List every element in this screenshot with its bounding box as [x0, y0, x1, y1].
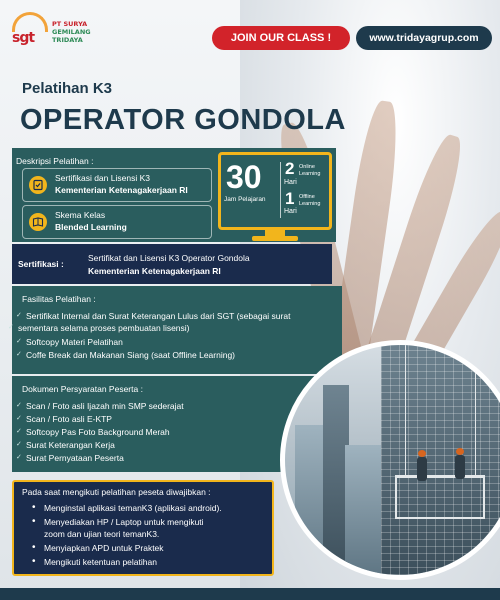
obligations-heading: Pada saat mengikuti pelatihan peseta diwajibkan :: [22, 487, 211, 497]
gondola-cable: [475, 345, 476, 477]
gondola-cable: [405, 345, 406, 477]
facility-item: ✓ Sertifikat Internal dan Surat Keterangan Lulus dari SGT (sebagai surat: [26, 310, 290, 322]
certification-label: Sertifikasi :: [18, 259, 64, 269]
obligation-item: • Menginstal aplikasi temanK3 (aplikasi android).: [44, 502, 222, 514]
gondola-platform: [395, 475, 485, 519]
hours-label: Jam Pelajaran: [224, 196, 266, 203]
building-image: [295, 425, 325, 575]
worker-figure: [417, 457, 427, 481]
description-item-line1: Skema Kelas: [55, 210, 106, 220]
description-item: [22, 205, 212, 239]
obligation-item: • Menyediakan HP / Laptop untuk mengikuti: [44, 516, 204, 528]
documents-heading: Dokumen Persyaratan Peserta :: [22, 384, 143, 394]
certificate-icon: [29, 176, 47, 194]
document-item: ✓ Softcopy Pas Foto Background Merah: [26, 426, 170, 438]
document-item: ✓ Scan / Foto asli E-KTP: [26, 413, 112, 425]
schedule-divider: [280, 162, 281, 218]
certification-line1: Sertifikat dan Lisensi K3 Operator Gondola: [88, 253, 250, 263]
logo-mark: [10, 12, 50, 52]
page-title: OPERATOR GONDOLA: [20, 104, 346, 136]
offline-days: 1: [285, 189, 295, 208]
facade-grid: [381, 340, 500, 575]
description-item-line2: Blended Learning: [55, 222, 127, 232]
sun-arc-icon: [12, 12, 48, 32]
online-label-1: Online: [299, 164, 315, 170]
logo-text: [52, 20, 91, 44]
online-label-2: Learning: [299, 171, 321, 177]
offline-label-1: Offline: [299, 194, 315, 200]
document-item: ✓ Scan / Foto asli Ijazah min SMP sederajat: [26, 400, 184, 412]
gondola-photo: [280, 340, 500, 580]
join-class-button[interactable]: JOIN OUR CLASS !: [212, 26, 350, 50]
logo-line-3: TRIDAYA: [52, 36, 83, 44]
description-item: [22, 168, 212, 202]
facility-item-continued: ✓ sementara selama proses pembuatan lisensi): [18, 322, 190, 334]
facility-item: ✓ Coffe Break dan Makanan Siang (saat Offline Learning): [26, 349, 235, 361]
online-days: 2: [285, 159, 295, 178]
logo-line-1: PT SURYA: [52, 20, 88, 28]
offline-unit: Hari: [284, 208, 297, 215]
document-item: ✓ Surat Keterangan Kerja: [26, 439, 115, 451]
offline-label-2: Learning: [299, 201, 321, 207]
worker-figure: [455, 455, 465, 479]
facility-item: ✓ Softcopy Materi Pelatihan: [26, 336, 123, 348]
book-icon: [29, 213, 47, 231]
monitor-base: [252, 236, 298, 241]
document-item: ✓ Surat Pernyataan Peserta: [26, 452, 124, 464]
obligation-item: • Mengikuti ketentuan pelatihan: [44, 556, 157, 568]
description-item-line2: Kementerian Ketenagakerjaan RI: [55, 185, 188, 195]
total-hours: 30: [226, 159, 262, 195]
logo-line-2: GEMILANG: [52, 28, 91, 36]
footer-bar: [0, 588, 500, 600]
facilities-heading: Fasilitas Pelatihan :: [22, 294, 96, 304]
logo-mark-text: sgt: [12, 30, 35, 46]
obligation-item-continued: zoom dan ujian teori temanK3.: [44, 529, 160, 539]
online-unit: Hari: [284, 179, 297, 186]
building-image: [345, 445, 381, 575]
certification-line2: Kementerian Ketenagakerjaan RI: [88, 266, 221, 276]
glass-facade-image: [381, 340, 500, 575]
page-subtitle: Pelatihan K3: [22, 80, 113, 97]
website-link[interactable]: www.tridayagrup.com: [356, 26, 492, 50]
description-item-line1: Sertifikasi dan Lisensi K3: [55, 173, 150, 183]
description-heading: Deskripsi Pelatihan :: [16, 156, 94, 166]
company-logo: [10, 12, 91, 52]
obligation-item: • Menyiapkan APD untuk Praktek: [44, 542, 164, 554]
